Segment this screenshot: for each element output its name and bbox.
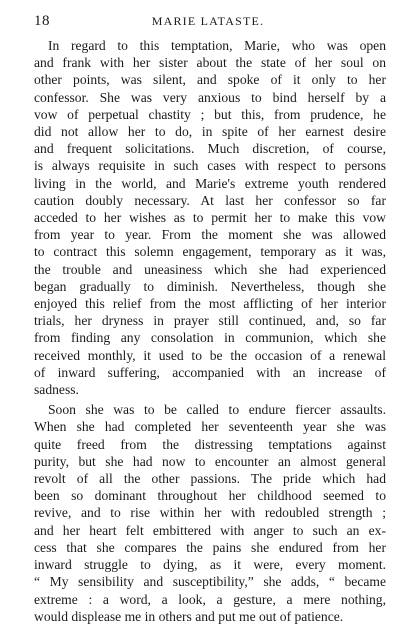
text-line: “ My sensibility and susceptibility,” she adds, “ became	[34, 574, 386, 590]
text-line: and her heart felt embittered with anger to such an ex-	[34, 522, 386, 538]
text-line: and frank with her sister about the state of her soul on	[34, 55, 386, 71]
page-number: 18	[34, 13, 50, 29]
paragraph-fiercer-assaults	[34, 401, 386, 625]
page-header	[24, 13, 392, 31]
body-text	[34, 37, 386, 625]
text-line: other points, was silent, and spoke of it only to her	[34, 72, 386, 88]
text-line: quite freed from the distressing temptations against	[34, 436, 386, 452]
text-line: purity, but she had now to encounter an almost general	[34, 453, 386, 469]
text-line: acceded to her wishes as to permit her to make this vow	[34, 210, 386, 226]
text-line: enjoyed this relief from the most afflicting of her interior	[34, 296, 386, 312]
text-line: confessor. She was very anxious to bind herself by a	[34, 89, 386, 105]
text-line: did not allow her to do, in spite of her earnest desire	[34, 124, 386, 140]
text-line: to contract this solemn engagement, temporary as it was,	[34, 244, 386, 260]
text-line: is always requisite in such cases with respect to persons	[34, 158, 386, 174]
text-line: would displease me in others and put me out of patience.	[34, 608, 344, 624]
text-line: began gradually to diminish. Nevertheless, though she	[34, 278, 386, 294]
text-line: cess that she compares the pains she endured from her	[34, 539, 386, 555]
text-line: sadness.	[34, 382, 79, 398]
text-line: living in the world, and Marie's extreme youth rendered	[34, 175, 386, 191]
text-line: trials, her dryness in prayer still continued, and, so far	[34, 313, 386, 329]
text-line: When she had completed her seventeenth year she was	[34, 419, 386, 435]
text-line: caution doubly necessary. At last her confessor so far	[34, 192, 386, 208]
text-line: of inward suffering, accompanied with an increase of	[34, 364, 386, 380]
text-line: received monthly, it used to be the occasion of a renewal	[34, 347, 386, 363]
text-line: In regard to this temptation, Marie, who was open	[48, 38, 386, 53]
text-line: vow of perpetual chastity ; but this, from prudence, he	[34, 106, 386, 122]
text-line: revolt of all the other passions. The pride which had	[34, 471, 386, 487]
text-line: the trouble and uneasiness which she had experienced	[34, 261, 386, 277]
text-line: from finding any consolation in communion, which she	[34, 330, 386, 346]
text-line: Soon she was to be called to endure fiercer assaults.	[48, 402, 386, 418]
text-line: from year to year. From the moment she was allowed	[34, 227, 386, 243]
running-head: MARIE LATASTE.	[151, 14, 265, 28]
text-line: been so dominant throughout her childhood seemed to	[34, 488, 386, 504]
text-line: extreme : a word, a look, a gesture, a mere nothing,	[34, 591, 386, 607]
text-line: inward struggle to dying, as it were, every moment.	[34, 557, 386, 573]
paragraph-temptation	[34, 37, 386, 398]
text-line: revive, and to rise within her with redoubled strength ;	[34, 505, 386, 521]
text-line: and frequent solicitations. Much discretion, of course,	[34, 141, 386, 157]
